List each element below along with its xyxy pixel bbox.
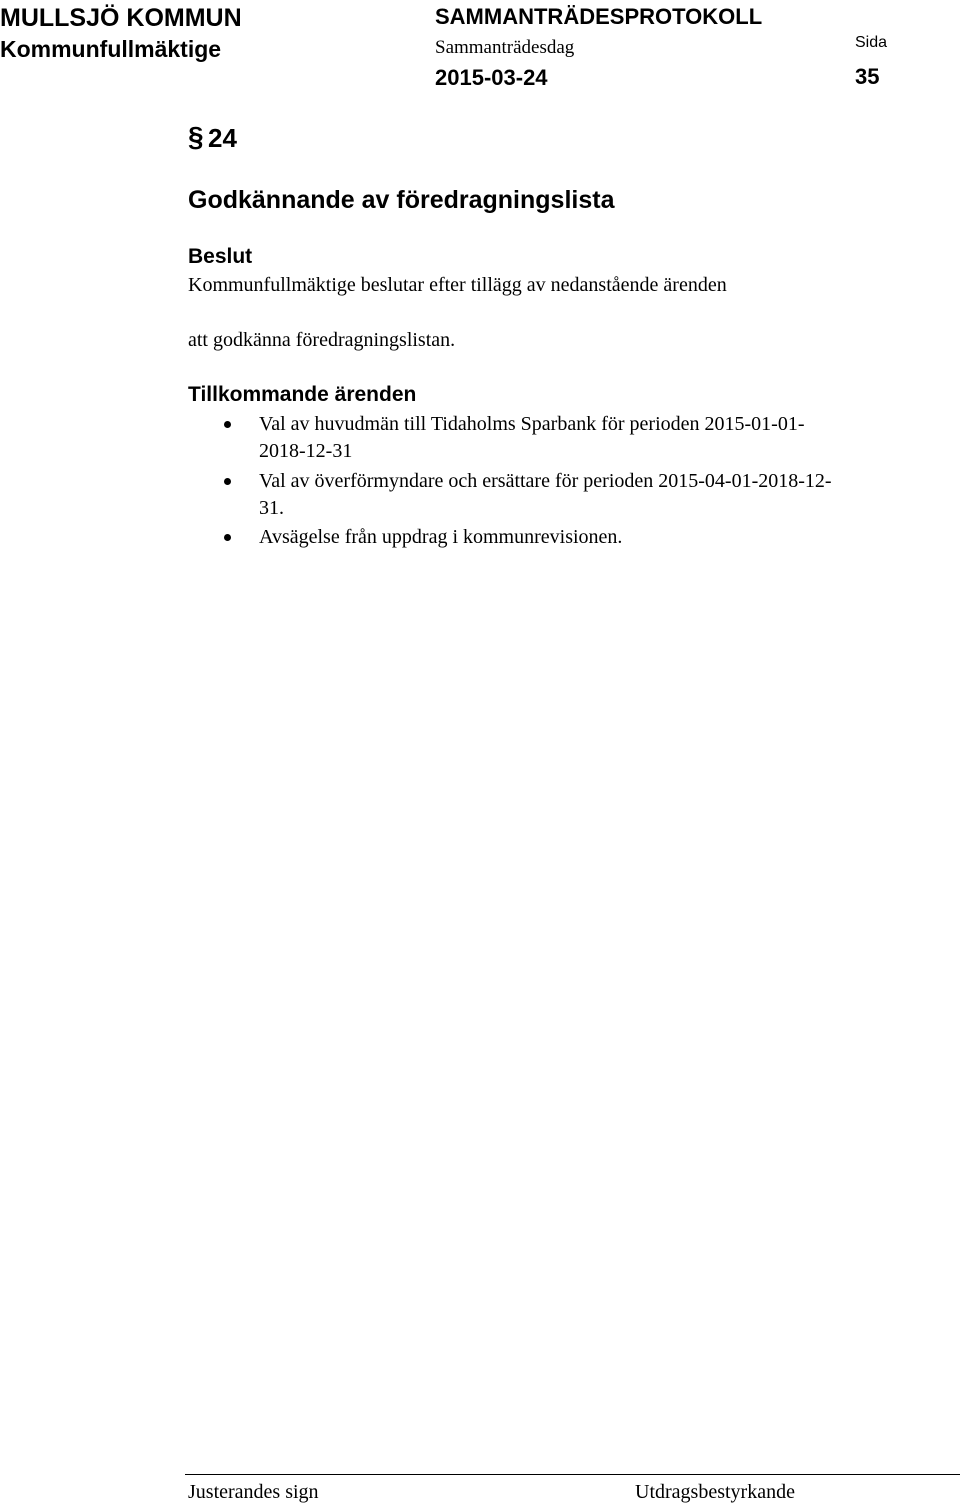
additional-items-heading: Tillkommande ärenden bbox=[188, 383, 417, 406]
list-item-text: Val av överförmyndare och ersättare för perioden 2015-04-01-2018-12- bbox=[259, 470, 832, 492]
bullet-icon bbox=[224, 421, 231, 428]
list-item-text: Avsägelse från uppdrag i kommunrevisionen. bbox=[259, 526, 623, 548]
page-label: Sida bbox=[855, 34, 888, 51]
section-symbol: § bbox=[188, 121, 204, 152]
footer-extract-label: Utdragsbestyrkande bbox=[635, 1481, 795, 1503]
decision-clause: att godkänna föredragningslistan. bbox=[188, 329, 456, 351]
footer-divider bbox=[185, 1474, 960, 1475]
body-name: Kommunfullmäktige bbox=[0, 36, 222, 62]
meeting-day-label: Sammanträdesdag bbox=[435, 37, 575, 58]
list-item-text: Val av huvudmän till Tidaholms Sparbank för perioden 2015-01-01- bbox=[259, 413, 805, 435]
org-name: MULLSJÖ KOMMUN bbox=[0, 4, 242, 32]
decision-heading: Beslut bbox=[188, 245, 253, 268]
decision-text: Kommunfullmäktige beslutar efter tillägg av nedanstående ärenden bbox=[188, 274, 727, 296]
bullet-icon bbox=[224, 478, 231, 485]
list-item-text-continued: 2018-12-31 bbox=[259, 440, 353, 462]
page-number: 35 bbox=[855, 64, 880, 89]
meeting-date: 2015-03-24 bbox=[435, 65, 548, 90]
section-title: Godkännande av föredragningslista bbox=[188, 186, 615, 214]
protocol-title: SAMMANTRÄDESPROTOKOLL bbox=[435, 4, 763, 29]
bullet-icon bbox=[224, 534, 231, 541]
list-item-text-continued: 31. bbox=[259, 497, 284, 519]
footer-sign-label: Justerandes sign bbox=[188, 1481, 319, 1503]
section-number: 24 bbox=[208, 123, 237, 153]
